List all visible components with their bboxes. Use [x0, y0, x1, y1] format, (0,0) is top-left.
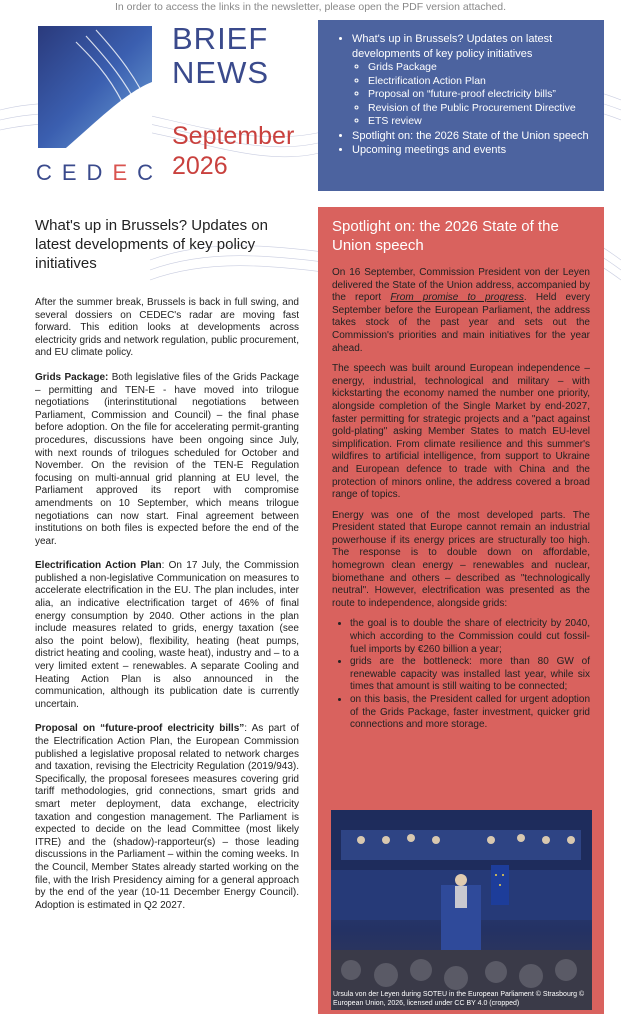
- toc-subitem[interactable]: ◦ Proposal on “future-proof electricity bills”: [368, 88, 594, 102]
- spotlight-title: Spotlight on: the 2026 State of the Union speech: [332, 218, 559, 254]
- toc-subitem[interactable]: ◦ Grids Package: [368, 61, 594, 75]
- toc-item[interactable]: • Spotlight on: the 2026 State of the Union speech: [352, 129, 594, 144]
- intro-paragraph: After the summer break, Brussels is back in full swing, and several dossiers on CEDEC's radar are moving fast forward. This edition looks at developments across electricity grids and network regulation, public procurement, and EU climate policy.: [35, 297, 299, 359]
- spotlight-paragraph: On 16 September, Commission President von der Leyen delivered the State of the Union address, accompanied by the report From promise to progress. Held every September before the European Parliament, the address takes stock of the past year and sets out the Commission's priorities and main initiatives for the year ahead.: [332, 267, 590, 354]
- spotlight-paragraph: Energy was one of the most developed parts. The President stated that Europe cannot remain an industrial powerhouse if its energy prices are structurally too high. The response is to double down on affordable, homegrown clean energy – renewables and nuclear, biomethane and others – described as "technologically neutral". However, electrification was presented as the route to independence, alongside grids:: [332, 509, 590, 609]
- electrification-paragraph: Electrification Action Plan: On 17 July, the Commission published a non-legislative Communication on measures to accelerate electrification in the EU. The plan includes, inter alia, an indicative electrification target of 46% of final energy consumption by 2040. Other actions in the plan include measures related to grids, energy taxation (see also the point below), flexibility, heating (heat pumps, district heating and cooling, waste heat), industry and – to a very limited extent – renewables. A separate Cooling and Heating Action Plan is also announced in the communication, although its publication date is currently uncertain.: [35, 560, 299, 710]
- toc-subitem[interactable]: ◦ Revision of the Public Procurement Directive: [368, 102, 594, 116]
- section-title: What's up in Brussels? Updates on latest developments of key policy initiatives: [35, 217, 268, 272]
- spotlight-bullets: [332, 618, 590, 731]
- parliament-photo: [331, 810, 592, 1010]
- brief-news-title: BRIEF NEWS: [172, 21, 269, 90]
- parliament-scene-image: [331, 810, 592, 1010]
- pdf-notice: In order to access the links in the newsletter, please open the PDF version attached.: [114, 1, 507, 13]
- table-of-contents: [318, 20, 604, 191]
- list-item: • on this basis, the President called for urgent adoption of the Grids Package, faster investment, quicker grid connections and more storage.: [350, 694, 590, 732]
- toc-subitem[interactable]: ◦ Electrification Action Plan: [368, 75, 594, 89]
- spotlight-paragraph: The speech was built around European independence – energy, industrial, technological and military – with kickstarting the economy named the number one priority, alongside completion of the Single Market by end-2027, faster permitting for strategic projects and a "pact against gold-plating" asking Member States to match EU-level simplification. From climate resilience and this summer's wildfires to artificial intelligence, from support to Ukraine and European defence to trade with China and the protection of minors online, the address covered a broad range of topics.: [332, 363, 590, 501]
- list-item: • grids are the bottleneck: more than 80 GW of renewable capacity was installed last year, while six times that amount is still waiting to be connected;: [350, 656, 590, 694]
- photo-caption: Ursula von der Leyen during SOTEU in the European Parliament © Strasbourg © European Union, 2026, licensed under CC BY 4.0 (cropped): [333, 991, 585, 1007]
- toc-subitem[interactable]: ◦ ETS review: [368, 115, 594, 129]
- toc-item[interactable]: • Upcoming meetings and events: [352, 143, 594, 158]
- report-link[interactable]: From promise to progress: [390, 292, 524, 304]
- grids-package-paragraph: Grids Package: Both legislative files of the Grids Package – permitting and TEN-E - have moved into trilogue negotiations (interinstitutional negotiations between Parliament, Commission and Council) – the final phase before adoption. On the file for accelerating permit-granting procedures, discussions have been ongoing since July, with next rounds of trilogues scheduled for October and November. On the revision of the TEN-E Regulation focusing on multi-annual grid planning at EU level, the Parliament approved its report with compromise amendments on 10 September, which means trilogue negotiations can now start. Final agreement between institutions on both files is expected before the end of the year.: [35, 371, 300, 547]
- cedec-logo-icon: [36, 22, 156, 152]
- list-item: • the goal is to double the share of electricity by 2040, which according to the Commission could cut fossil-fuel imports by €260 billion a year;: [350, 618, 590, 656]
- electricity-bills-paragraph: Proposal on “future-proof electricity bills”: As part of the Electrification Action Plan, the European Commission published a legislative proposal related to network charges and taxation, revising the Electricity Regulation (2019/943). Specifically, the proposal foresees measures covering grid tariff methodologies, grid connections, smart grids and smart meter deployment, data exchange, electricity taxation and congestion management. The Parliament is expected to decide on the lead Committee (most likely ITRE) and the (shadow)-rapporteur(s) – those leading discussions in the Parliament – within the coming weeks. In the Council, Member States already started working on the file, with the Irish Presidency aiming for a general approach by the end of the year (10-11 December Energy Council). Adoption is estimated in Q2 2027.: [35, 723, 299, 911]
- toc-item[interactable]: • What's up in Brussels? Updates on latest developments of key policy initiatives ◦ Grids Package ◦ Electrification Action Plan ◦ Proposal on “future-proof electricity bills” ◦ Revision of the Public Procurement Directive ◦ ETS review: [352, 32, 594, 129]
- issue-date: September 2026: [172, 122, 295, 180]
- brussels-updates-section: [35, 216, 299, 924]
- cedec-logo-text: CEDEC: [36, 160, 164, 185]
